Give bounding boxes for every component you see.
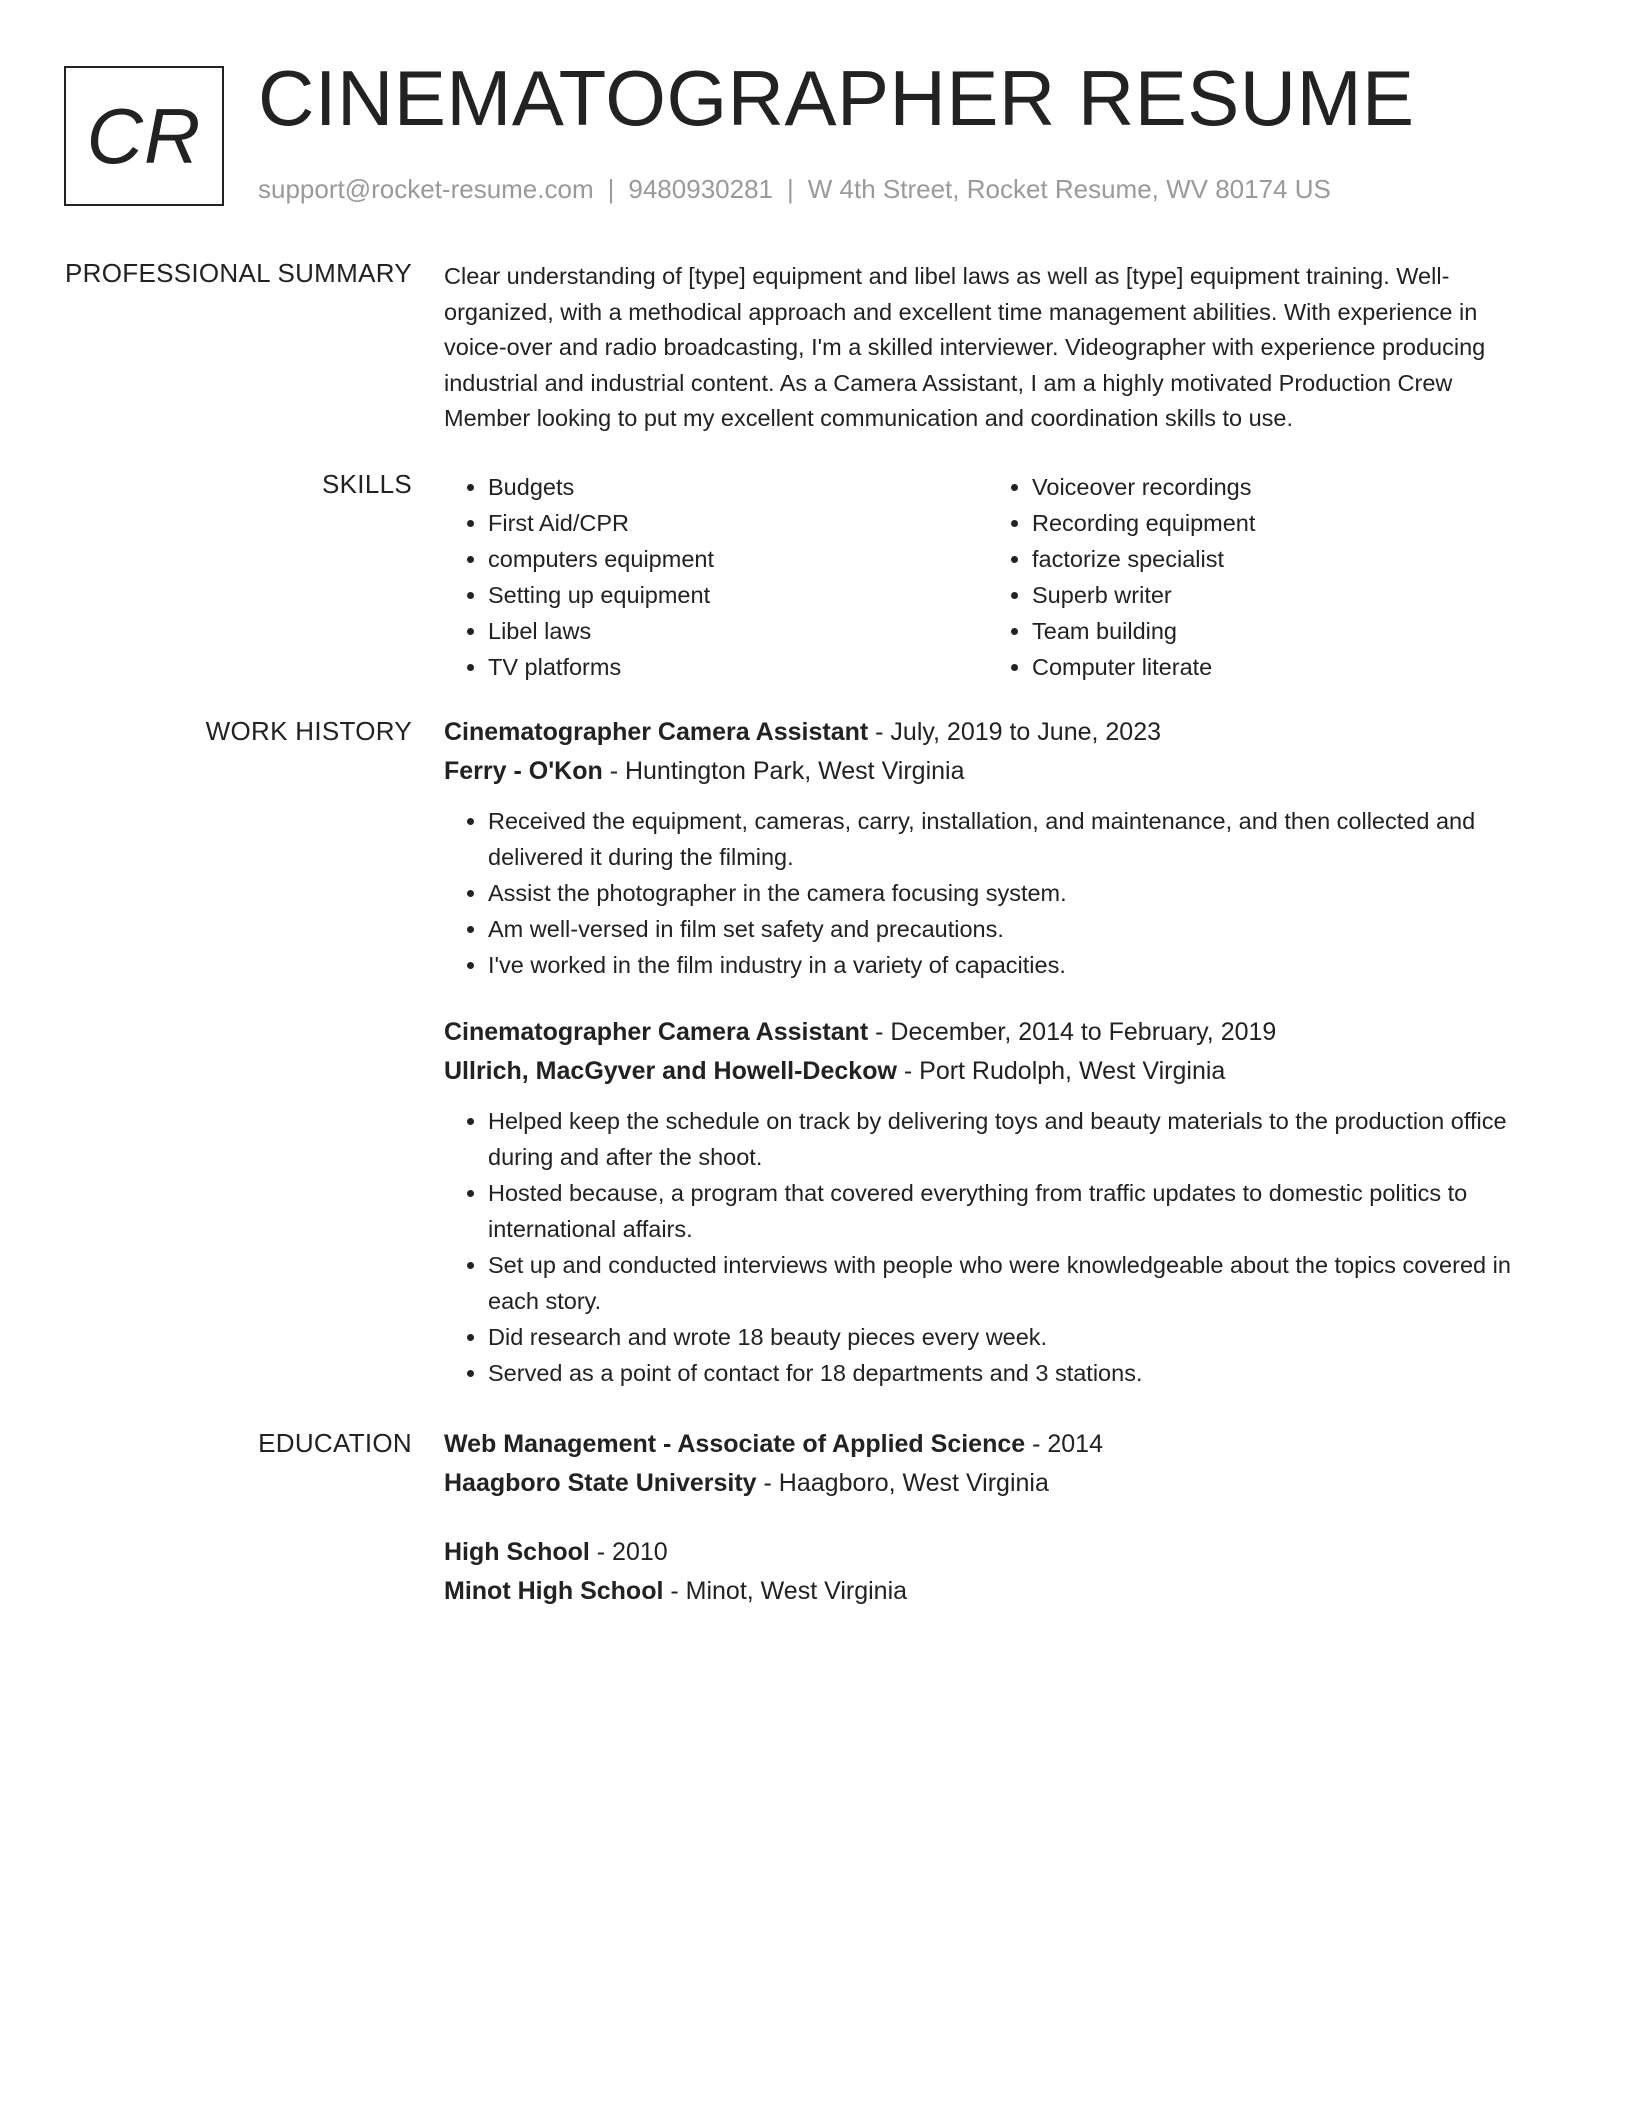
skill-item: • First Aid/CPR: [488, 505, 988, 541]
skill-item: • Setting up equipment: [488, 577, 988, 613]
education-school-line: [444, 1464, 1544, 1503]
job-bullets: [444, 803, 1544, 983]
skill-item: • Computer literate: [1032, 649, 1532, 685]
job-company-line: [444, 752, 1544, 791]
skill-item: • Recording equipment: [1032, 505, 1532, 541]
skills-list-right: [988, 469, 1532, 685]
education-school: Minot High School: [444, 1577, 664, 1605]
monogram-logo: CR: [64, 66, 224, 206]
education-degree-line: [444, 1533, 1544, 1572]
skill-item: • factorize specialist: [1032, 541, 1532, 577]
job-bullet: • Set up and conducted interviews with people who were knowledgeable about the topics covered in each story.: [488, 1247, 1544, 1319]
contact-phone[interactable]: 9480930281: [628, 174, 773, 204]
contact-line: [258, 174, 1331, 205]
entry-spacer: [444, 983, 1544, 1013]
job-bullet: • I've worked in the film industry in a variety of capacities.: [488, 947, 1544, 983]
education-entry: [444, 1425, 1544, 1503]
education-entry: [444, 1533, 1544, 1611]
job-bullet: • Assist the photographer in the camera focusing system.: [488, 875, 1544, 911]
summary-text: Clear understanding of [type] equipment and libel laws as well as [type] equipment training. Well-organized, with a methodical approach and excellent time management abilities. With experience in voice-over and radio broadcasting, I'm a skilled interviewer. Videographer with experience producing industrial and industrial content. As a Camera Assistant, I am a highly motivated Production Crew Member looking to put my excellent communication and coordination skills to use.: [444, 263, 1486, 431]
skill-item: • TV platforms: [488, 649, 988, 685]
job-bullet: • Helped keep the schedule on track by delivering toys and beauty materials to the production office during and after the shoot.: [488, 1103, 1544, 1175]
skill-item: • Superb writer: [1032, 577, 1532, 613]
contact-separator: |: [607, 174, 615, 204]
education-degree: High School: [444, 1538, 590, 1566]
education-location: - Minot, West Virginia: [663, 1577, 908, 1605]
skill-item: • Libel laws: [488, 613, 988, 649]
education-body: [444, 1425, 1544, 1611]
section-heading-work-history: WORK HISTORY: [205, 716, 412, 746]
resume-title: CINEMATOGRAPHER RESUME: [258, 54, 1415, 142]
job-location: - Huntington Park, West Virginia: [602, 757, 965, 785]
work-history-body: [444, 713, 1544, 1391]
job-title: Cinematographer Camera Assistant: [444, 1018, 869, 1046]
entry-spacer: [444, 1503, 1544, 1533]
job-title: Cinematographer Camera Assistant: [444, 718, 869, 746]
contact-separator: |: [787, 174, 794, 204]
job-bullet: • Hosted because, a program that covered everything from traffic updates to domestic politics to international affairs.: [488, 1175, 1544, 1247]
section-heading-summary: PROFESSIONAL SUMMARY: [65, 258, 412, 288]
job-dates: - July, 2019 to June, 2023: [868, 718, 1162, 746]
job-company: Ullrich, MacGyver and Howell-Deckow: [444, 1057, 897, 1085]
education-school: Haagboro State University: [444, 1469, 757, 1497]
job-bullet: • Am well-versed in film set safety and precautions.: [488, 911, 1544, 947]
job-bullet: • Served as a point of contact for 18 departments and 3 stations.: [488, 1355, 1544, 1391]
contact-email[interactable]: support@rocket-resume.com: [258, 174, 594, 204]
job-bullet: • Received the equipment, cameras, carry, installation, and maintenance, and then collected and delivered it during the filming.: [488, 803, 1544, 875]
skill-item: • Voiceover recordings: [1032, 469, 1532, 505]
job-bullets: [444, 1103, 1544, 1391]
job-entry: [444, 713, 1544, 983]
education-location: - Haagboro, West Virginia: [756, 1469, 1049, 1497]
education-degree-line: [444, 1425, 1544, 1464]
skill-item: • computers equipment: [488, 541, 988, 577]
section-heading-education: EDUCATION: [258, 1428, 412, 1458]
contact-address: W 4th Street, Rocket Resume, WV 80174 US: [807, 174, 1331, 204]
skill-item: • Budgets: [488, 469, 988, 505]
job-bullet: • Did research and wrote 18 beauty pieces every week.: [488, 1319, 1544, 1355]
job-company: Ferry - O'Kon: [444, 757, 603, 785]
education-year: - 2014: [1025, 1430, 1103, 1458]
job-title-line: [444, 713, 1544, 752]
job-title-line: [444, 1013, 1544, 1052]
section-heading-skills: SKILLS: [322, 469, 412, 499]
education-degree: Web Management - Associate of Applied Science: [444, 1430, 1026, 1458]
job-dates: - December, 2014 to February, 2019: [868, 1018, 1277, 1046]
education-school-line: [444, 1572, 1544, 1611]
education-year: - 2010: [589, 1538, 668, 1566]
skill-item: • Team building: [1032, 613, 1532, 649]
job-company-line: [444, 1052, 1544, 1091]
job-entry: [444, 1013, 1544, 1391]
skills-columns: [444, 469, 1544, 685]
skills-list-left: [444, 469, 988, 685]
job-location: - Port Rudolph, West Virginia: [896, 1057, 1226, 1085]
